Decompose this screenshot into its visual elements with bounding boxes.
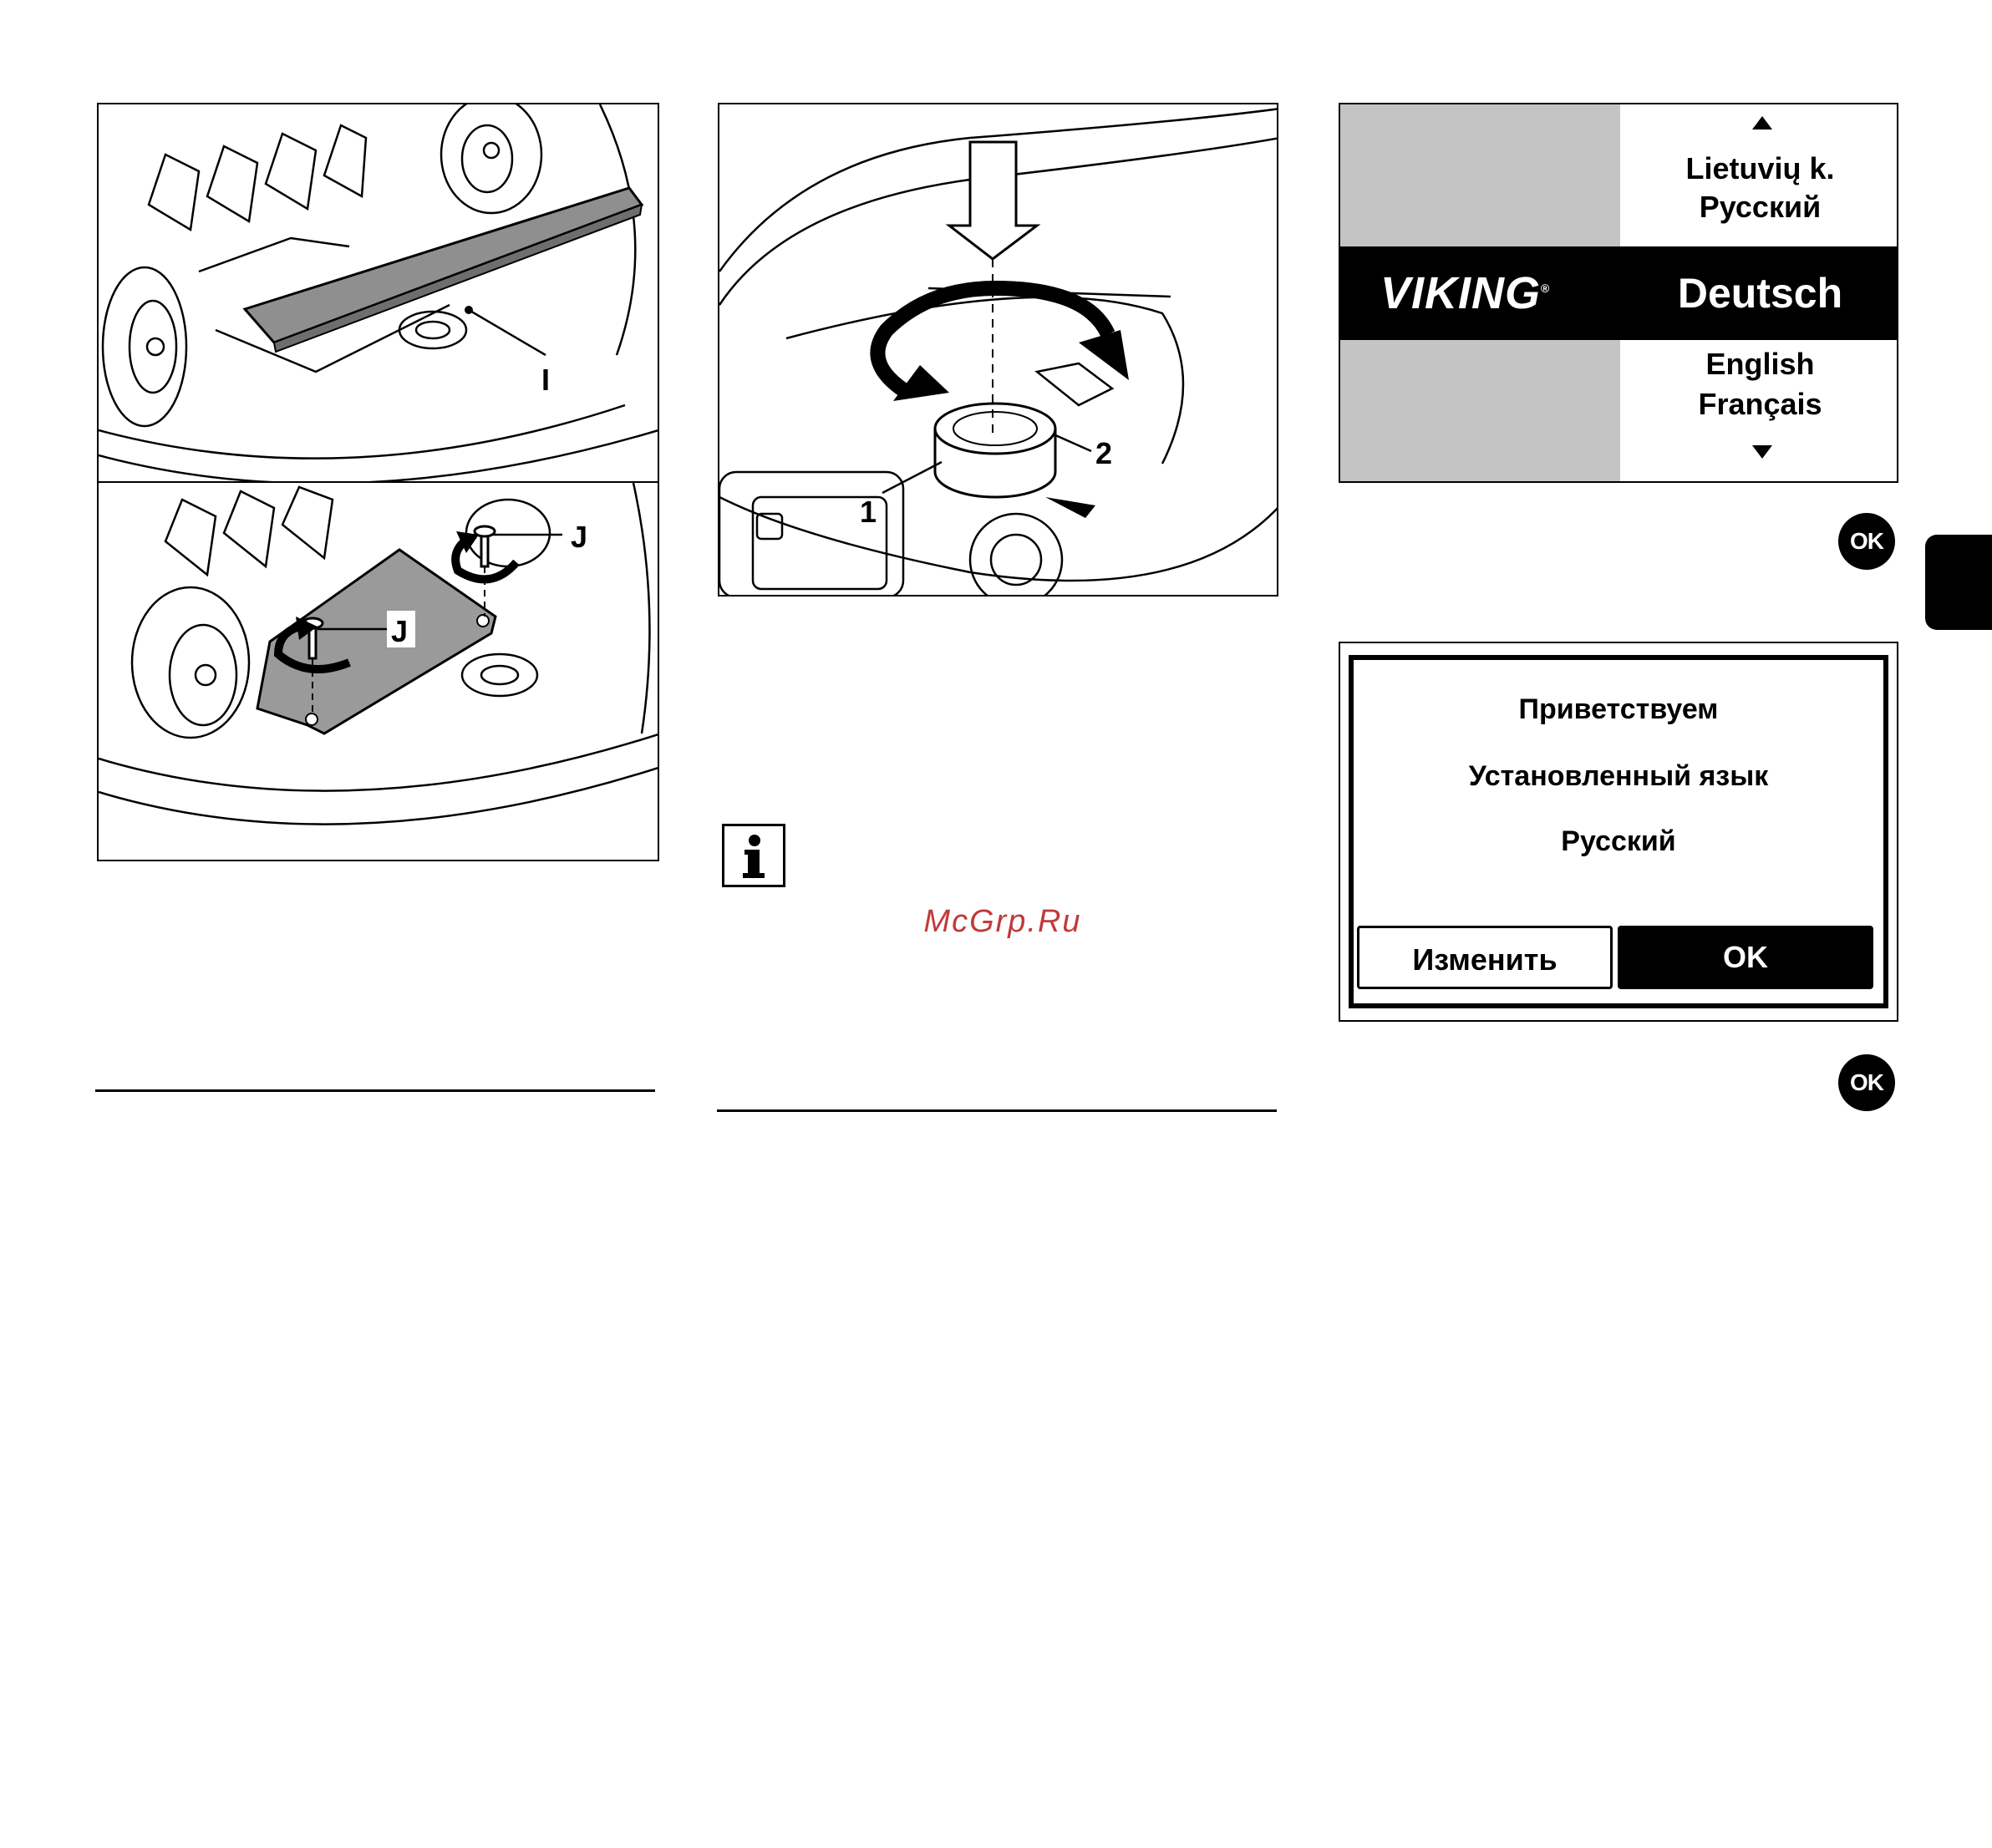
callout-label: J — [571, 520, 588, 554]
figure-left-bottom — [97, 481, 659, 861]
info-icon — [722, 824, 785, 887]
ok-key-icon: OK — [1838, 1054, 1895, 1111]
ok-button[interactable]: OK — [1618, 926, 1873, 989]
welcome-screen — [1339, 642, 1898, 1022]
figure-middle — [718, 103, 1278, 597]
callout-label: 1 — [860, 495, 877, 529]
triangle-up-icon[interactable] — [1751, 114, 1773, 131]
installed-language-label: Установленный язык — [1468, 760, 1769, 792]
callout-label: 2 — [1095, 436, 1113, 470]
column-rule-left — [95, 1089, 655, 1092]
change-button[interactable]: Изменить — [1357, 926, 1613, 989]
language-selection-screen — [1339, 103, 1898, 483]
installed-language-value: Русский — [1561, 825, 1676, 857]
language-option[interactable]: English — [1705, 347, 1815, 381]
illustration-mower-cover-removal — [99, 104, 659, 483]
watermark: McGrp.Ru — [923, 904, 1082, 939]
language-option[interactable]: Lietuvių k. — [1685, 151, 1835, 185]
viking-logo: VIKING® — [1380, 268, 1551, 318]
language-option[interactable]: Русский — [1699, 190, 1822, 224]
section-tab-marker — [1925, 535, 1992, 630]
ok-key-icon: OK — [1838, 513, 1895, 570]
figure-left-top — [97, 103, 659, 483]
greeting-text: Приветствуем — [1518, 693, 1719, 725]
language-option-selected[interactable]: Deutsch — [1677, 270, 1843, 317]
language-option[interactable]: Français — [1698, 387, 1822, 421]
illustration-mower-screws — [99, 483, 659, 861]
column-rule-middle — [717, 1109, 1277, 1112]
triangle-down-icon[interactable] — [1751, 444, 1773, 460]
callout-label: J — [391, 614, 409, 648]
welcome-screen-inner-border — [1349, 655, 1888, 1008]
callout-label: I — [541, 363, 551, 397]
illustration-rotary-knob — [719, 104, 1278, 597]
